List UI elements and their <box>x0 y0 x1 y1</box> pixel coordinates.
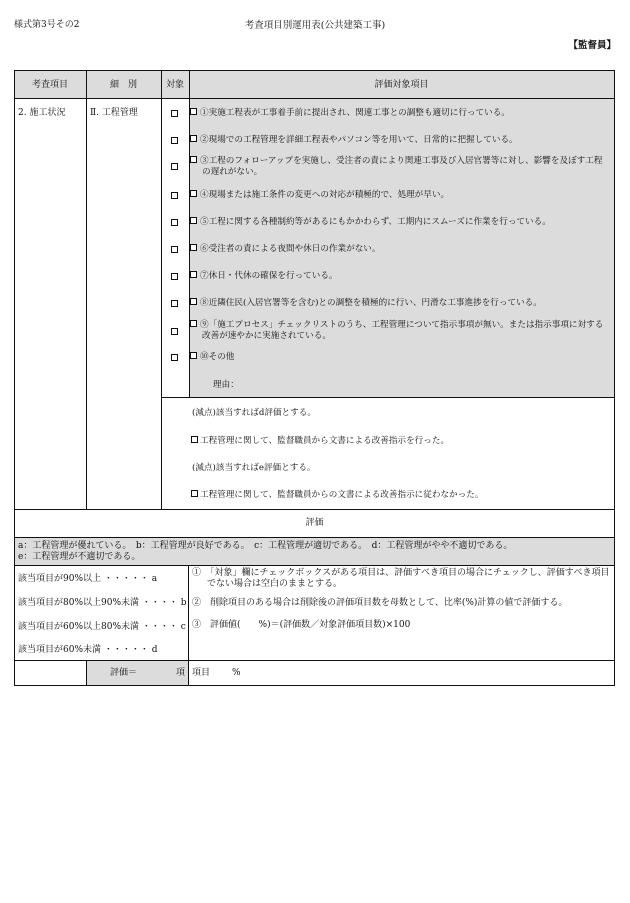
target-checkbox-1[interactable] <box>171 110 178 117</box>
threshold-d: 該当項目が60%未満 ・・・・・ d <box>18 645 158 655</box>
document-title: 考査項目別運用表(公共建築工事) <box>244 20 386 31</box>
subcategory-label: Ⅱ. 工程管理 <box>90 108 138 118</box>
evaluation-note-1: ① 「対象」欄にチェックボックスがある項目は、評価すべき項目の場合にチェックし、評価すべき項目でない場合は空白のままとする。 <box>192 568 610 589</box>
target-checkbox-6[interactable] <box>171 246 178 253</box>
header-target: 対象 <box>165 80 184 90</box>
item-checkbox-1[interactable] <box>190 108 197 115</box>
item-checkbox-2[interactable] <box>190 135 197 142</box>
evaluation-item-2: ②現場での工程管理を詳細工程表やパソコン等を用いて、日常的に把握している。 <box>190 135 610 146</box>
target-checkbox-4[interactable] <box>171 192 178 199</box>
evaluation-scale-line2: e：工程管理が不適切である。 <box>18 552 141 562</box>
result-unit: 項 <box>176 668 186 678</box>
form-number: 様式第3号その2 <box>14 20 80 30</box>
category-label: 2. 施工状況 <box>18 108 66 118</box>
item-checkbox-9[interactable] <box>190 320 197 327</box>
evaluation-item-5: ⑤工程に関する各種制約等があるにもかかわらず、工期内にスムーズに作業を行っている。 <box>190 217 610 228</box>
result-items: 項目 <box>192 668 211 678</box>
target-checkbox-3[interactable] <box>171 163 178 170</box>
result-label: 評価＝ <box>109 668 137 678</box>
evaluation-item-7: ⑦休日・代休の確保を行っている。 <box>190 271 610 282</box>
deduction-e-checkbox[interactable] <box>191 490 198 497</box>
item-checkbox-6[interactable] <box>190 244 197 251</box>
deduction-e-item: 工程管理に関して、監督職員からの文書による改善指示に従わなかった。 <box>191 490 483 501</box>
deduction-e-note: (減点)該当すればe評価とする。 <box>192 463 316 473</box>
threshold-a: 該当項目が90%以上 ・・・・・ a <box>18 574 158 584</box>
reason-label: 理由： <box>213 380 239 390</box>
deduction-d-checkbox[interactable] <box>191 436 198 443</box>
evaluation-item-8: ⑧近隣住民(入居官署等を含む)との調整を積極的に行い、円滑な工事進捗を行っている。 <box>190 298 610 309</box>
item-checkbox-4[interactable] <box>190 190 197 197</box>
evaluation-item-1: ①実施工程表が工事着手前に提出され、関連工事との調整も適切に行っている。 <box>190 108 610 119</box>
role-label: 【監督員】 <box>568 40 616 51</box>
evaluation-item-6: ⑥受注者の責による夜間や休日の作業がない。 <box>190 244 610 255</box>
evaluation-note-2: ② 削除項目のある場合は削除後の評価項目数を母数として、比率(%)計算の値で評価する。 <box>192 598 568 608</box>
deduction-d-note: (減点)該当すればd評価とする。 <box>192 408 316 418</box>
evaluation-heading: 評価 <box>305 518 324 528</box>
header-subcategory: 細 別 <box>109 80 137 90</box>
evaluation-item-9: ⑨「施工プロセス」チェックリストのうち、工程管理について指示事項が無い。または指示事項に対する改善が速やかに実施されている。 <box>190 320 610 341</box>
evaluation-scale-line1: a：工程管理が優れている。 b：工程管理が良好である。 c：工程管理が適切である。 d：工程管理がやや不適切である。 <box>18 541 513 551</box>
threshold-c: 該当項目が60%以上80%未満 ・・・・ c <box>18 622 186 632</box>
evaluation-item-4: ④現場または施工条件の変更への対応が積極的で、処理が早い。 <box>190 190 610 201</box>
target-checkbox-2[interactable] <box>171 137 178 144</box>
target-checkbox-7[interactable] <box>171 273 178 280</box>
item-checkbox-5[interactable] <box>190 217 197 224</box>
target-checkbox-9[interactable] <box>171 328 178 335</box>
item-checkbox-3[interactable] <box>190 156 197 163</box>
evaluation-item-3: ③工程のフォローアップを実施し、受注者の責により関連工事及び入居官署等に対し、影響を及ぼす工程の遅れがない。 <box>190 156 610 177</box>
threshold-b: 該当項目が80%以上90%未満 ・・・・ b <box>18 598 187 608</box>
deduction-d-item: 工程管理に関して、監督職員から文書による改善指示を行った。 <box>191 436 449 447</box>
evaluation-note-3: ③ 評価値( %)＝(評価数／対象評価項目数)×100 <box>192 620 411 630</box>
item-checkbox-7[interactable] <box>190 271 197 278</box>
header-category: 考査項目 <box>31 80 68 90</box>
target-checkbox-10[interactable] <box>171 354 178 361</box>
target-checkbox-8[interactable] <box>171 300 178 307</box>
result-percent: % <box>232 668 241 678</box>
item-checkbox-8[interactable] <box>190 298 197 305</box>
evaluation-item-10: ⑩その他 <box>190 352 610 363</box>
item-checkbox-10[interactable] <box>190 352 197 359</box>
header-evaluation-items: 評価対象項目 <box>374 80 429 90</box>
target-checkbox-5[interactable] <box>171 219 178 226</box>
